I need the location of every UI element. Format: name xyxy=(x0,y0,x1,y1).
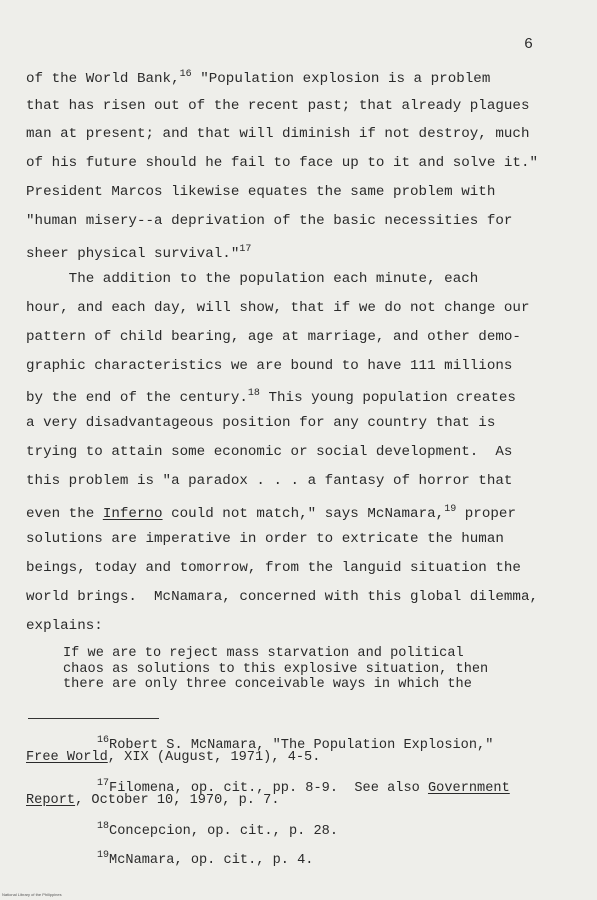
archive-footer: National Library of the Philippines xyxy=(2,892,62,897)
body-line: man at present; and that will diminish if not destroy, much xyxy=(26,126,530,142)
footnote: $^{18}$Concepcion, op. cit., p. 28. xyxy=(97,821,339,839)
body-line: trying to attain some economic or social development. As xyxy=(26,444,513,460)
footnote: $^{16}$Robert S. McNamara, "The Population Explosion," xyxy=(97,735,494,753)
underlined-title: Report xyxy=(26,793,76,808)
footnote: $^{19}$McNamara, op. cit., p. 4. xyxy=(97,850,314,868)
block-quote-line: If we are to reject mass starvation and political xyxy=(63,646,464,661)
underlined-title: Government xyxy=(427,781,510,796)
body-line: of his future should he fail to face up to it and solve it." xyxy=(26,155,539,171)
footnote-ref: 16 xyxy=(179,69,192,80)
footnote-ref: 17 xyxy=(239,244,252,255)
footnote: $^{17}$Filomena, op. cit., pp. 8-9. See also Government xyxy=(97,778,510,796)
footnote-cont: Report, October 10, 1970, p. 7. xyxy=(26,793,280,808)
body-line: solutions are imperative in order to extricate the human xyxy=(26,531,504,547)
body-line: even the Inferno could not match," says McNamara,$^{19}$ proper xyxy=(26,504,516,522)
body-line: world brings. McNamara, concerned with this global dilemma, xyxy=(26,589,539,605)
page-number: 6 xyxy=(524,36,534,53)
footnote-divider xyxy=(28,718,159,719)
body-line: beings, today and tomorrow, from the languid situation the xyxy=(26,560,521,576)
underlined-title: Free World xyxy=(26,750,108,765)
footnote-cont: Free World, XIX (August, 1971), 4-5. xyxy=(26,750,321,765)
footnote-ref: 19 xyxy=(444,504,457,515)
body-line: hour, and each day, will show, that if we do not change our xyxy=(26,300,530,316)
body-line: President Marcos likewise equates the same problem with xyxy=(26,184,496,200)
body-line: that has risen out of the recent past; that already plagues xyxy=(26,98,530,114)
body-line: sheer physical survival."$^{17}$ xyxy=(26,244,252,262)
body-line: "human misery--a deprivation of the basic necessities for xyxy=(26,213,513,229)
body-line: by the end of the century.$^{18}$ This young population creates xyxy=(26,388,516,406)
block-quote-line: there are only three conceivable ways in which the xyxy=(63,677,472,692)
body-line: pattern of child bearing, age at marriage, and other demo- xyxy=(26,329,521,345)
body-line: this problem is "a paradox . . . a fantasy of horror that xyxy=(26,473,513,489)
underlined-title: Inferno xyxy=(102,506,163,522)
body-line: a very disadvantageous position for any country that is xyxy=(26,415,496,431)
body-line: graphic characteristics we are bound to have 111 millions xyxy=(26,358,513,374)
body-line: explains: xyxy=(26,618,103,634)
footnote-ref: 18 xyxy=(247,388,260,399)
body-line: The addition to the population each minute, each xyxy=(26,271,479,287)
block-quote-line: chaos as solutions to this explosive situation, then xyxy=(63,662,489,677)
body-line: of the World Bank,$^{16}$ "Population explosion is a problem xyxy=(26,69,491,87)
